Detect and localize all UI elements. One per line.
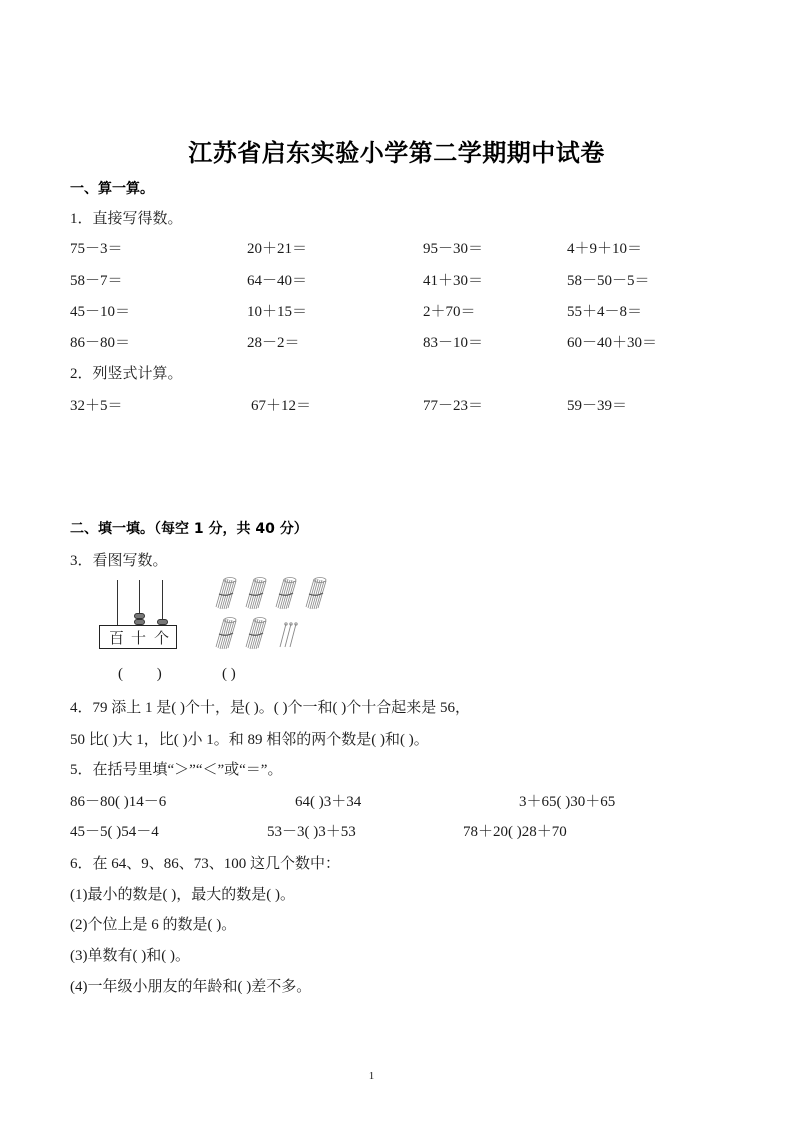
q1-item: 55＋4－8＝ bbox=[567, 304, 643, 320]
q1-label: 1．直接写得数。 bbox=[70, 211, 183, 227]
q6-label: 6．在 64、9、86、73、100 这几个数中： bbox=[70, 856, 341, 872]
section-1-heading: 一、算一算。 bbox=[70, 181, 154, 197]
q2-item: 77－23＝ bbox=[423, 398, 484, 414]
q1-item: 64－40＝ bbox=[247, 273, 308, 289]
abacus-place-ones: 个 bbox=[154, 629, 170, 647]
q1-item: 58－7＝ bbox=[70, 273, 123, 289]
q1-item: 2＋70＝ bbox=[423, 304, 476, 320]
q5-item: 64( )3＋34 bbox=[295, 794, 362, 810]
q2-item: 67＋12＝ bbox=[251, 398, 312, 414]
q5-item: 78＋20( )28＋70 bbox=[463, 824, 567, 840]
abacus-place-tens: 十 bbox=[131, 629, 147, 647]
section-2-heading: 二、填一填。（每空 1 分，共 40 分） bbox=[70, 521, 308, 537]
q2-item: 32＋5＝ bbox=[70, 398, 123, 414]
q6-item: (3)单数有( )和( )。 bbox=[70, 948, 190, 964]
abacus-rod-hundreds bbox=[117, 580, 118, 625]
q5-label: 5．在括号里填“＞”“＜”或“＝”。 bbox=[70, 762, 283, 778]
q6-item: (2)个位上是 6 的数是( )。 bbox=[70, 917, 237, 933]
q1-item: 86－80＝ bbox=[70, 335, 131, 351]
q5-item: 3＋65( )30＋65 bbox=[519, 794, 616, 810]
q5-item: 86－80( )14－6 bbox=[70, 794, 167, 810]
q1-item: 4＋9＋10＝ bbox=[567, 241, 643, 257]
q1-item: 28－2＝ bbox=[247, 335, 300, 351]
q4-line-2: 50 比( )大 1，比( )小 1。和 89 相邻的两个数是( )和( )。 bbox=[70, 732, 429, 748]
q1-item: 95－30＝ bbox=[423, 241, 484, 257]
q1-item: 10＋15＝ bbox=[247, 304, 308, 320]
q1-item: 41＋30＝ bbox=[423, 273, 484, 289]
counting-sticks-icon bbox=[212, 575, 337, 655]
page-number: 1 bbox=[368, 1070, 375, 1082]
page-title: 江苏省启东实验小学第二学期期中试卷 bbox=[188, 139, 605, 167]
q5-item: 53－3( )3＋53 bbox=[267, 824, 356, 840]
q3-label: 3．看图写数。 bbox=[70, 553, 168, 569]
q2-item: 59－39＝ bbox=[567, 398, 628, 414]
q6-item: (4)一年级小朋友的年龄和( )差不多。 bbox=[70, 979, 312, 995]
q1-item: 75－3＝ bbox=[70, 241, 123, 257]
q6-item: (1)最小的数是( )，最大的数是( )。 bbox=[70, 887, 295, 903]
q3-answer-blank-1[interactable]: ( ) bbox=[118, 666, 162, 682]
q1-item: 83－10＝ bbox=[423, 335, 484, 351]
q1-item: 45－10＝ bbox=[70, 304, 131, 320]
q4-line-1: 4．79 添上 1 是( )个十，是( )。( )个一和( )个十合起来是 56， bbox=[70, 700, 470, 716]
q5-item: 45－5( )54－4 bbox=[70, 824, 159, 840]
q3-answer-blank-2[interactable]: ( ) bbox=[222, 666, 236, 682]
q1-item: 58－50－5＝ bbox=[567, 273, 650, 289]
q1-item: 60－40＋30＝ bbox=[567, 335, 658, 351]
abacus-place-hundreds: 百 bbox=[109, 629, 125, 647]
q2-label: 2．列竖式计算。 bbox=[70, 366, 183, 382]
q1-item: 20＋21＝ bbox=[247, 241, 308, 257]
